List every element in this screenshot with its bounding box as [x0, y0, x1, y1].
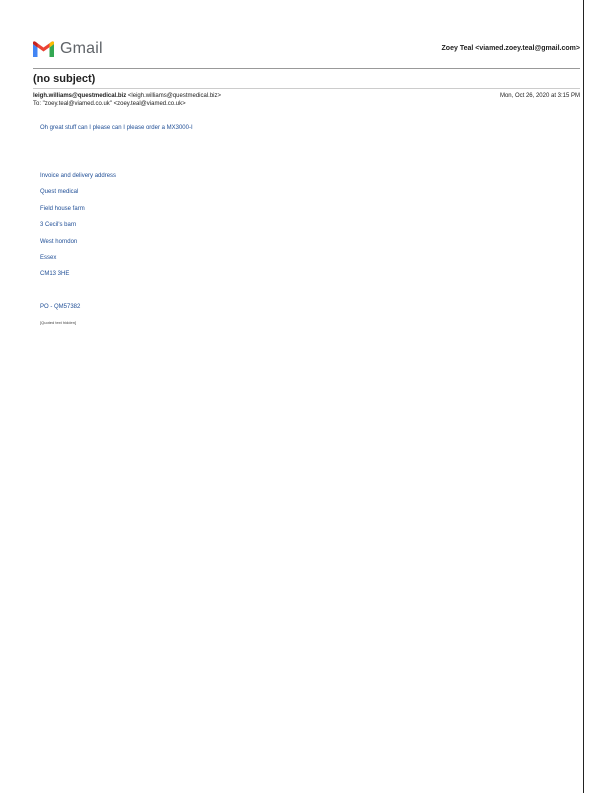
body-line: Field house farm	[40, 206, 85, 212]
recipient-line: To: "zoey.teal@viamed.co.uk" <zoey.teal@viamed.co.uk>	[33, 101, 186, 107]
body-line: 3 Cecil's barn	[40, 222, 77, 228]
body-line: Essex	[40, 255, 57, 261]
sender-address: <leigh.williams@questmedical.biz>	[127, 93, 222, 99]
page-edge-line	[583, 0, 584, 793]
body-line: CM13 3HE	[40, 271, 70, 277]
sender-line	[33, 93, 221, 99]
body-line: PO - QM57382	[40, 304, 81, 310]
email-subject: (no subject)	[33, 73, 96, 85]
header-divider	[33, 68, 580, 69]
email-date: Mon, Oct 26, 2020 at 3:15 PM	[499, 93, 580, 99]
account-label: Zoey Teal <viamed.zoey.teal@gmail.com>	[441, 45, 580, 52]
body-line: Oh great stuff can I please can I please order a MX3000-I	[40, 125, 193, 131]
body-line: Invoice and delivery address	[40, 173, 117, 179]
body-line: West horndon	[40, 239, 78, 245]
body-line: Quest medical	[40, 189, 79, 195]
quoted-text-toggle[interactable]: [Quoted text hidden]	[40, 320, 77, 325]
sender-name: leigh.williams@questmedical.biz	[33, 93, 127, 99]
gmail-wordmark: Gmail	[60, 40, 103, 57]
gmail-m-icon	[33, 41, 54, 57]
subject-divider	[33, 88, 580, 89]
gmail-logo[interactable]	[33, 40, 103, 58]
